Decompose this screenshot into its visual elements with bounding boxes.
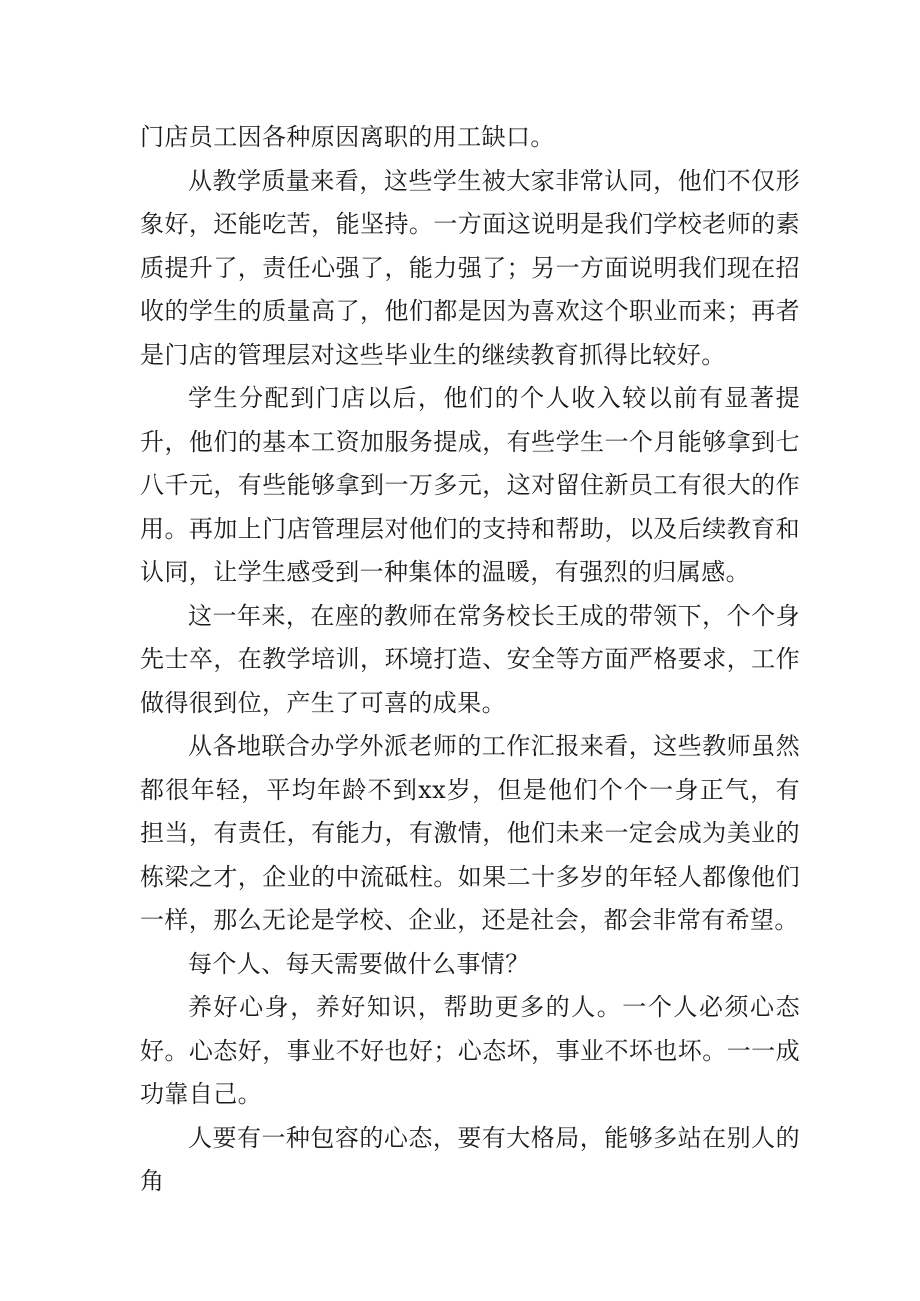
paragraph: 从教学质量来看，这些学生被大家非常认同，他们不仅形象好，还能吃苦，能坚持。一方面这说明是我们学校老师的素质提升了，责任心强了，能力强了；另一方面说明我们现在招收的学生的质量高了，他们都是因为喜欢这个职业而来；再者是门店的管理层对这些毕业生的继续教育抓得比较好。: [140, 166, 800, 369]
paragraph: 从各地联合办学外派老师的工作汇报来看，这些教师虽然都很年轻，平均年龄不到xx岁，但是他们个个一身正气，有担当，有责任，有能力，有激情，他们未来一定会成为美业的栋梁之才，企业的中流砥柱。如果二十多岁的年轻人都像他们一样，那么无论是学校、企业，还是社会，都会非常有希望。: [140, 732, 800, 934]
document-body: [140, 116, 800, 1204]
paragraph: 这一年来，在座的教师在常务校长王成的带领下，个个身先士卒，在教学培训，环境打造、安全等方面严格要求，工作做得很到位，产生了可喜的成果。: [140, 601, 800, 717]
paragraph: 学生分配到门店以后，他们的个人收入较以前有显著提升，他们的基本工资加服务提成，有些学生一个月能够拿到七八千元，有些能够拿到一万多元，这对留住新员工有很大的作用。再加上门店管理层对他们的支持和帮助，以及后续教育和认同，让学生感受到一种集体的温暖，有强烈的归属感。: [140, 384, 800, 586]
paragraph: 人要有一种包容的心态，要有大格局，能够多站在别人的角: [140, 1123, 800, 1195]
paragraph: 门店员工因各种原因离职的用工缺口。: [140, 123, 555, 151]
paragraph: 养好心身，养好知识，帮助更多的人。一个人必须心态好。心态好，事业不好也好；心态坏，事业不坏也坏。一一成功靠自己。: [140, 993, 800, 1108]
paragraph: 每个人、每天需要做什么事情？: [188, 949, 530, 978]
